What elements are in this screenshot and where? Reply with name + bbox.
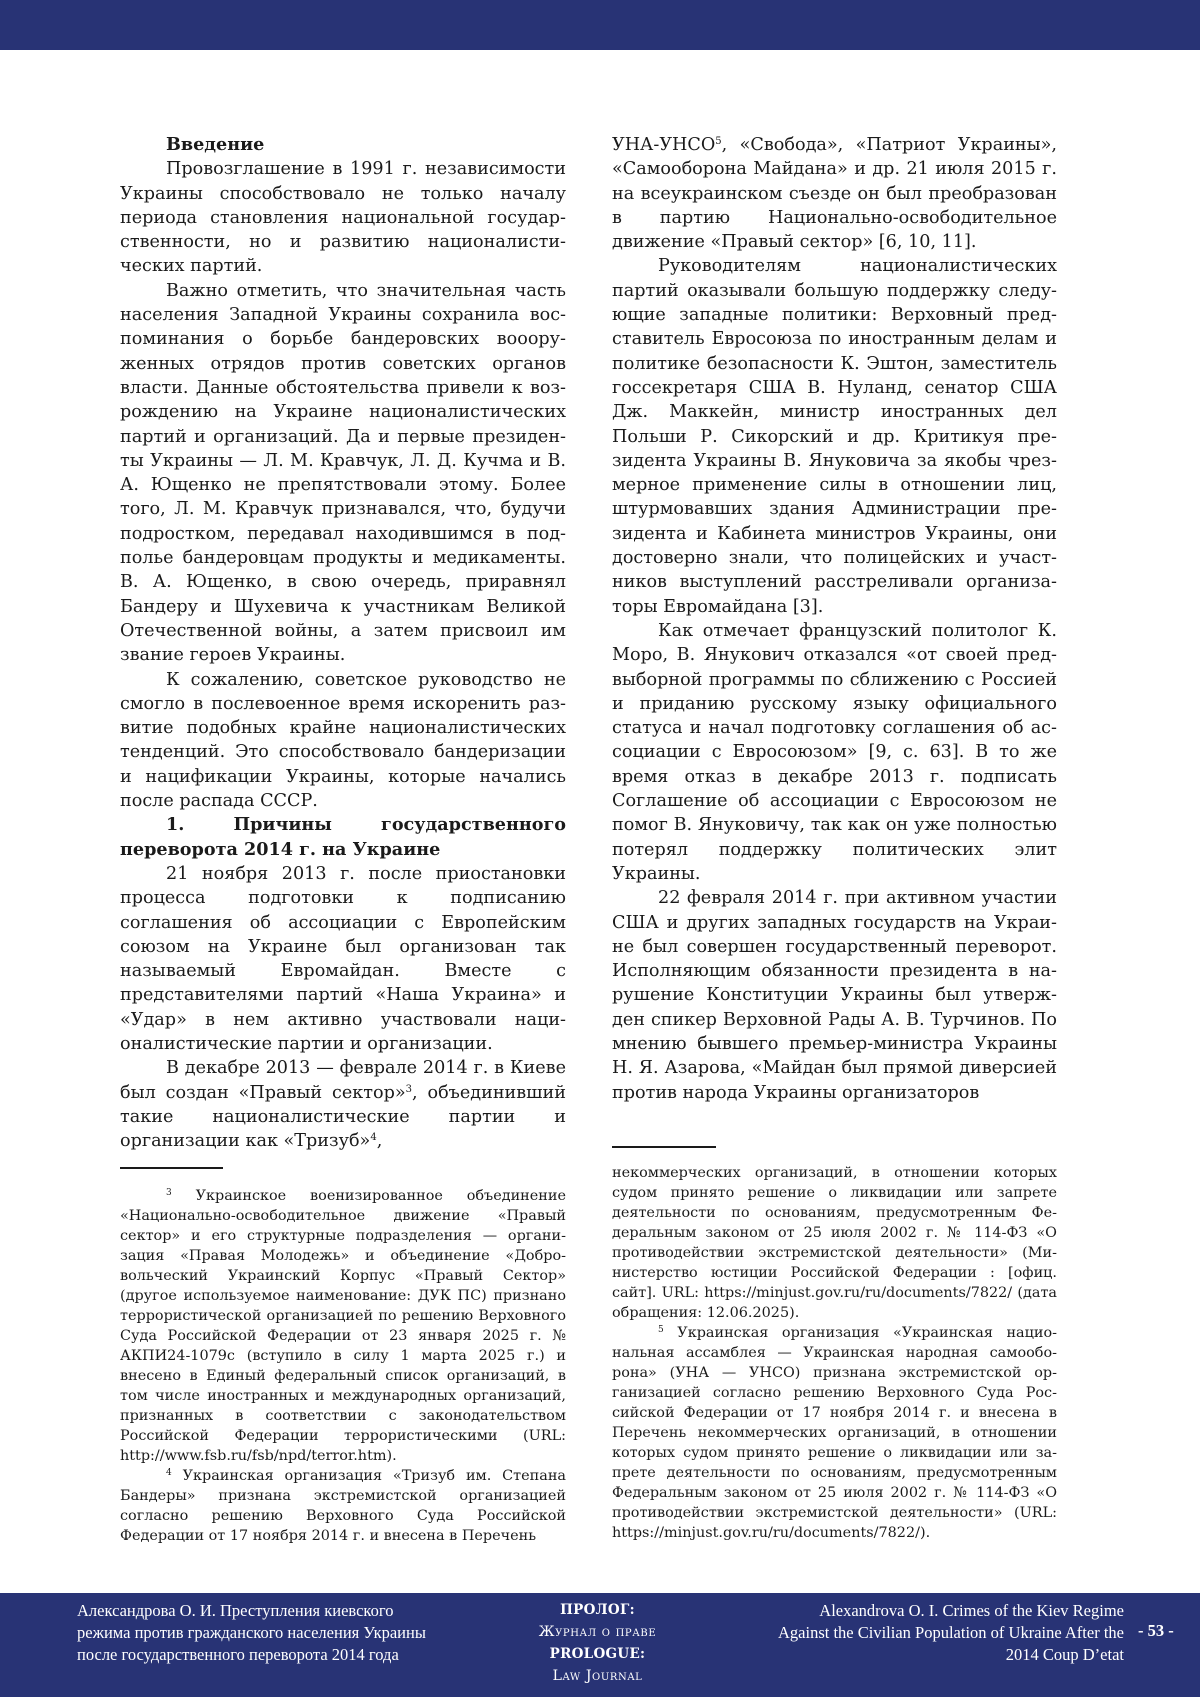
page-number: - 53 -: [1138, 1621, 1174, 1640]
footnotes-left: [120, 1186, 566, 1546]
footnote-3: [120, 1186, 566, 1466]
footer-citation-line: режима против гражданского населения Украины: [77, 1623, 426, 1642]
footnote-ref[interactable]: 5: [715, 136, 722, 147]
footnote-text: Украинская организация «Украинская национальная ассамблея — Украинская народная самооборона» (УНА — УНСО) признана экстремистской организацией согласно решению Верховного Суда Российской Федерации от 17 ноября 2014 г. и внесена в Перечень некоммерческих организаций, в отношении которых судом принято решение о ликвидации или запрете деятельности по основаниям, предусмотренным Федеральным законом от 25 июля 2002 г. № 114-ФЗ «О противодействии экстремистской деятельности» (URL: https://minjust.gov.ru/ru/documents/7822/).: [612, 1325, 1057, 1541]
paragraph: К сожалению, советское руководство не смогло в послевоенное время искоренить развитие подобных крайне националистических тенденций. Это способствовало бандеризации и нацификации Украины, которые начались после распада СССР.: [120, 669, 566, 812]
footer-citation-line: 2014 Coup D’etat: [1005, 1645, 1124, 1664]
footnote-text: Украинская организация «Тризуб им. Степана Бандеры» признана экстремистской организацией согласно решению Верховного Суда Российской Федерации от 17 ноября 2014 г. и внесена в Перечень: [120, 1468, 566, 1544]
paragraph: 21 ноября 2013 г. после приостановки процесса подготовки к подписанию соглашения об ассоциации с Европейским союзом на Украине был организован так называемый Евромайдан. Вместе с представителями партий «Наша Украина» и «Удар» в нем активно участвовали националистические партии и организации.: [120, 863, 566, 1054]
footnote-5: [612, 1323, 1057, 1543]
footnote-divider-right: [612, 1146, 716, 1148]
footnotes-right: [612, 1163, 1057, 1543]
page-footer: [0, 1593, 1200, 1697]
footnote-ref[interactable]: 3: [405, 1083, 412, 1095]
footer-citation-en: [700, 1600, 1124, 1666]
footer-citation-line: Against the Civilian Population of Ukraine After the: [778, 1623, 1124, 1642]
paragraph: Руководителям националистических партий оказывали большую поддержку следующие западные политики: Верховный представитель Евросоюза по иностранным делам и политике безопасности К. Эштон, заместитель госсекретаря США В. Нуланд, сенатор США Дж. Маккейн, министр иностранных дел Польши Р. Сикорский и др. Критикуя президента Украины В. Януковича за якобы чрезмерное применение силы в отношении лиц, штурмовавших здания Администрации президента и Кабинета министров Украины, они достоверно знали, что полицейских и участников выступлений расстреливали организаторы Евромайдана [3].: [612, 256, 1057, 617]
section-heading: 1. Причины государственного переворота 2014 г. на Украине: [120, 814, 566, 860]
intro-heading: Введение: [166, 134, 265, 155]
paragraph: Как отмечает французский политолог К. Моро, В. Янукович отказался «от своей предвыборной программы по сближению с Россией и приданию русскому языку официального статуса и начал подготовку соглашения об ассоциации с Евросоюзом» [9, с. 63]. В то же время отказ в декабре 2013 г. подписать Соглашение об ассоциации с Евросоюзом не помог В. Януковичу, так как он уже полностью потерял поддержку политических элит Украины.: [612, 620, 1057, 884]
paragraph-text: , объединивший такие националистические партии и организации как «Тризуб»: [120, 1082, 566, 1152]
footnote-4-continued: некоммерческих организаций, в отношении которых судом принято решение о ликвидации или запрете деятельности по основаниям, предусмотренным Федеральным законом от 25 июля 2002 г. № 114-ФЗ «О противодействии экстремистской деятельности» (Министерство юстиции Российской Федерации : [офиц. сайт]. URL: https://minjust.gov.ru/ru/documents/7822/ (дата обращения: 12.06.2025).: [612, 1165, 1057, 1321]
paragraph-text: ,: [376, 1131, 383, 1152]
paragraph: [120, 1056, 566, 1153]
right-text-column: [612, 133, 1057, 1105]
journal-logo: [480, 1599, 715, 1687]
journal-subtitle-ru: Журнал о праве: [538, 1624, 657, 1640]
footnote-ref[interactable]: 4: [370, 1132, 377, 1144]
paragraph-text: , «Свобода», «Патриот Украины», «Самооборона Майдана» и др. 21 июля 2015 г. на всеукраинском съезде он был преобразован в партию Национально-освободительное движение «Правый сектор» [6, 10, 11].: [612, 135, 1057, 253]
paragraph: Важно отметить, что значительная часть населения Западной Украины сохранила воспоминания о борьбе бандеровских воооруженных отрядов против советских органов власти. Данные обстоятельства привели к возрождению на Украине националистических партий и организаций. Да и первые президенты Украины — Л. М. Кравчук, Л. Д. Кучма и В. А. Ющенко не препятствовали этому. Более того, Л. М. Кравчук признавался, что, будучи подростком, передавал находившимся в подполье бандеровцам продукты и медикаменты. В. А. Ющенко, в свою очередь, приравнял Бандеру и Шухевича к участникам Великой Отечественной войны, а затем присвоил им звание героев Украины.: [120, 280, 566, 666]
footnote-4: [120, 1466, 566, 1546]
footer-citation-line: Александрова О. И. Преступления киевского: [77, 1601, 394, 1620]
footnote-divider-left: [120, 1167, 223, 1169]
left-text-column: [120, 133, 566, 1153]
paragraph-text: УНА-УНСО: [612, 135, 716, 155]
journal-subtitle-en: Law Journal: [552, 1668, 643, 1684]
footer-citation-line: после государственного переворота 2014 года: [77, 1645, 399, 1664]
journal-title-ru: ПРОЛОГ:: [560, 1602, 635, 1618]
paragraph-text: В декабре 2013 — феврале 2014 г. в Киеве был создан «Правый сектор»: [120, 1058, 566, 1103]
footnote-number: 3: [166, 1188, 172, 1198]
footer-citation-ru: [77, 1600, 477, 1666]
journal-title-en: PROLOGUE:: [549, 1646, 646, 1662]
footnote-text: Украинское военизированное объединение «Национально-освободительное движение «Правый сектор» и его структурные подразделения — организация «Правая Молодежь» и объединение «Добровольческий Украинский Корпус «Правый Сектор» (другое используемое наименование: ДУК ПС) признано террористической организацией по решению Верховного Суда Российской Федерации от 23 января 2025 г. № АКПИ24-1079с (вступило в силу 1 марта 2025 г.) и внесено в Единый федеральный список организаций, в том числе иностранных и международных организаций, признанных в соответствии с законодательством Российской Федерации террористическими (URL: http://www.fsb.ru/fsb/npd/terror.htm).: [120, 1188, 566, 1464]
top-header-bar: [0, 0, 1200, 50]
paragraph: Провозглашение в 1991 г. независимости Украины способствовало не только началу периода становления национальной государственности, но и развитию националистических партий.: [120, 159, 566, 277]
paragraph: [612, 133, 1057, 254]
footnote-number: 5: [658, 1325, 664, 1335]
footnote-number: 4: [166, 1468, 172, 1478]
footer-citation-line: Alexandrova O. I. Crimes of the Kiev Regime: [819, 1601, 1124, 1620]
paragraph: 22 февраля 2014 г. при активном участии США и других западных государств на Украине был совершен государственный переворот. Исполняющим обязанности президента в нарушение Конституции Украины был утвержден спикер Верховной Рады А. В. Турчинов. По мнению бывшего премьер-министра Украины Н. Я. Азарова, «Майдан был прямой диверсией против народа Украины организаторов: [612, 888, 1057, 1103]
